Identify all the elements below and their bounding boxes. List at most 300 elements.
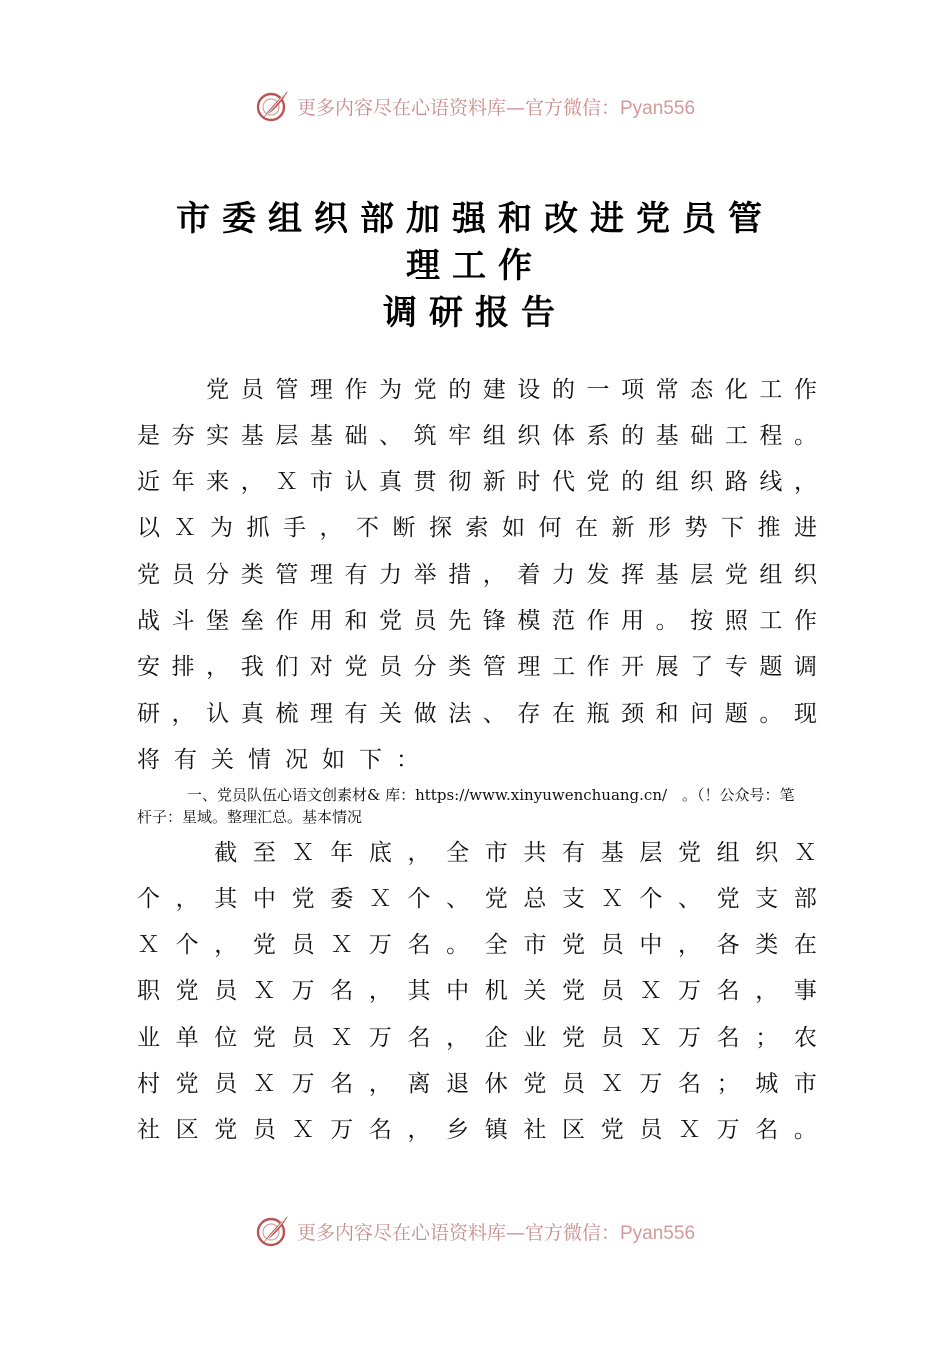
body-char: 作 (586, 654, 610, 680)
body-char: 范 (551, 608, 575, 634)
body-char: Ｘ (137, 932, 160, 958)
body-char: 党 (523, 1071, 547, 1097)
body-char: 关 (523, 978, 547, 1004)
paragraph-2-line (137, 1113, 817, 1147)
section-note-line-2: 杆子：星域。整理汇总。基本情况 (137, 808, 363, 826)
body-char: 党 (291, 886, 315, 912)
body-char: 万 (291, 978, 315, 1004)
body-char: Ｘ (793, 840, 817, 866)
footer-banner-text: 更多内容尽在心语资料库—官方微信：Pyan556 (296, 1221, 696, 1244)
paragraph-1-line (137, 419, 817, 453)
body-char: ， (206, 654, 230, 680)
body-char: 市 (523, 932, 547, 958)
body-char: ， (446, 1025, 470, 1051)
body-char: 名 (716, 978, 740, 1004)
body-char: ， (214, 932, 238, 958)
body-char: 单 (175, 1025, 199, 1051)
body-char: 理 (309, 377, 333, 403)
body-char: 万 (368, 1025, 392, 1051)
body-char: ， (368, 978, 392, 1004)
body-char: 真 (379, 469, 403, 495)
body-char: 下 (359, 747, 382, 773)
body-char: 支 (562, 886, 586, 912)
header-wechat-id: Pyan556 (620, 97, 696, 119)
body-char: 党 (677, 840, 701, 866)
body-char: 照 (724, 608, 748, 634)
body-char: 区 (562, 1117, 586, 1143)
body-char (137, 373, 160, 407)
body-char: 探 (429, 515, 452, 541)
body-char: 和 (655, 701, 679, 727)
body-char: 工 (759, 608, 783, 634)
body-char: 现 (793, 701, 817, 727)
body-char: 城 (755, 1071, 779, 1097)
body-char: 设 (517, 377, 541, 403)
body-char: 态 (690, 377, 714, 403)
body-char: 党 (562, 1025, 586, 1051)
body-char: 镇 (484, 1117, 508, 1143)
body-char: 支 (755, 886, 779, 912)
body-char: 关 (379, 701, 403, 727)
body-char: ， (368, 1071, 392, 1097)
body-char: 员 (291, 932, 315, 958)
body-char: 退 (446, 1071, 470, 1097)
body-char: 万 (677, 978, 701, 1004)
body-char: 何 (538, 515, 562, 541)
body-char: 村 (137, 1071, 160, 1097)
body-char: 个 (639, 886, 663, 912)
body-char: 着 (517, 562, 541, 588)
body-char: 的 (621, 423, 645, 449)
body-char: 党 (379, 608, 403, 634)
body-char: 贯 (413, 469, 437, 495)
body-char: 名 (407, 1025, 431, 1051)
body-char: 一 (586, 377, 610, 403)
body-char: 员 (379, 654, 403, 680)
body-char: 机 (484, 978, 508, 1004)
footer-banner (0, 1211, 950, 1251)
body-char: 了 (690, 654, 714, 680)
body-char: 农 (793, 1025, 817, 1051)
body-char: 、 (482, 701, 506, 727)
body-char: 。 (793, 423, 817, 449)
body-char: 垒 (240, 608, 264, 634)
body-char: ， (240, 469, 264, 495)
body-char: 全 (446, 840, 470, 866)
body-char: 按 (690, 608, 714, 634)
body-char: 关 (211, 747, 234, 773)
body-char: ； (716, 1071, 740, 1097)
body-char: Ｘ (291, 1117, 315, 1143)
body-char: 的 (448, 377, 472, 403)
body-char: 委 (330, 886, 354, 912)
body-char: 展 (655, 654, 679, 680)
body-char: 分 (206, 562, 230, 588)
body-char: 市 (484, 840, 508, 866)
body-char: Ｘ (173, 515, 197, 541)
body-char: ， (175, 886, 199, 912)
body-char: 为 (379, 377, 403, 403)
footer-wechat-id: Pyan556 (620, 1222, 696, 1244)
paragraph-2-line (137, 928, 817, 962)
body-char: ， (677, 932, 701, 958)
paragraph-2-line (137, 882, 817, 916)
body-char: 个 (175, 932, 199, 958)
body-char: 社 (523, 1117, 547, 1143)
header-banner-text: 更多内容尽在心语资料库—官方微信：Pyan556 (296, 96, 696, 119)
body-char: 、 (379, 423, 403, 449)
body-char: 筑 (413, 423, 437, 449)
body-char: 瓶 (586, 701, 610, 727)
body-char: Ｘ (368, 886, 392, 912)
body-char: 万 (330, 1117, 354, 1143)
body-char: 共 (523, 840, 547, 866)
body-char: 排 (171, 654, 195, 680)
title-line-2: 理工作 (406, 246, 544, 286)
body-char: ， (407, 1117, 431, 1143)
body-char: 事 (793, 978, 817, 1004)
body-char: 下 (721, 515, 744, 541)
body-char: 类 (448, 654, 472, 680)
body-char: 万 (677, 1025, 701, 1051)
body-char: 织 (755, 840, 779, 866)
body-char: 体 (551, 423, 575, 449)
body-char: 党 (175, 1071, 199, 1097)
body-char: 中 (639, 932, 663, 958)
body-char: 存 (517, 701, 541, 727)
body-char: 基 (240, 423, 264, 449)
body-char: 名 (407, 932, 431, 958)
body-char: 名 (368, 1117, 392, 1143)
body-char: 基 (309, 423, 333, 449)
body-char: 位 (214, 1025, 238, 1051)
body-char: 各 (716, 932, 740, 958)
body-char: 理 (309, 701, 333, 727)
body-char: 党 (344, 654, 368, 680)
body-char: 手 (283, 515, 306, 541)
body-char: 员 (240, 377, 264, 403)
body-char: 中 (446, 978, 470, 1004)
body-char: 基 (655, 562, 679, 588)
body-char: 乡 (446, 1117, 470, 1143)
paragraph-1-line (137, 604, 817, 638)
body-char: 、 (446, 886, 470, 912)
body-char: 用 (309, 608, 333, 634)
body-char: 们 (275, 654, 299, 680)
document-title (0, 196, 950, 337)
body-char: 员 (252, 1117, 276, 1143)
body-char: Ｘ (252, 978, 276, 1004)
body-char: 管 (275, 377, 299, 403)
body-char: 抓 (246, 515, 270, 541)
body-char: Ｘ (639, 978, 663, 1004)
quill-logo-icon (255, 88, 291, 124)
title-line-3: 调研报告 (383, 293, 567, 333)
paragraph-1-line (137, 697, 817, 731)
body-char: ， (319, 515, 343, 541)
body-char: 真 (240, 701, 264, 727)
body-char: 党 (252, 1025, 276, 1051)
body-char: 项 (621, 377, 645, 403)
body-char: 员 (639, 1117, 663, 1143)
body-char: 举 (413, 562, 437, 588)
body-char: Ｘ (252, 1071, 276, 1097)
body-char: Ｘ (639, 1025, 663, 1051)
body-char: 员 (413, 608, 437, 634)
body-char: 在 (575, 515, 598, 541)
body-char: 区 (175, 1117, 199, 1143)
body-char: 职 (137, 978, 160, 1004)
body-char: 斗 (171, 608, 195, 634)
body-char (137, 836, 160, 870)
body-char: 名 (330, 1071, 354, 1097)
body-char: 实 (206, 423, 230, 449)
body-char: 发 (586, 562, 610, 588)
paragraph-1-line (137, 373, 817, 407)
body-char: 颈 (621, 701, 645, 727)
body-char: 党 (413, 377, 437, 403)
body-char: 。 (446, 932, 470, 958)
body-char: 党 (562, 978, 586, 1004)
body-char: 化 (724, 377, 748, 403)
body-char: 作 (275, 608, 299, 634)
body-char: 党 (252, 932, 276, 958)
body-char: 员 (600, 932, 624, 958)
body-char: 牢 (448, 423, 472, 449)
body-char: 离 (407, 1071, 431, 1097)
body-char: 势 (684, 515, 708, 541)
body-char: 梳 (275, 701, 299, 727)
body-char: 名 (330, 978, 354, 1004)
body-char: ， (755, 978, 779, 1004)
body-char: Ｘ (677, 1117, 701, 1143)
body-char: 作 (344, 377, 368, 403)
paragraph-2-line (137, 836, 817, 870)
body-char: 工 (724, 423, 748, 449)
body-char: 。 (759, 701, 783, 727)
body-char: 截 (214, 840, 238, 866)
body-char: 员 (214, 1071, 238, 1097)
section-heading-note (137, 784, 827, 828)
body-char: 堡 (206, 608, 230, 634)
body-char: 索 (465, 515, 489, 541)
body-char: 党 (586, 469, 610, 495)
body-char: 的 (551, 377, 575, 403)
body-char: 开 (621, 654, 645, 680)
body-char: 组 (759, 562, 783, 588)
body-char: 织 (793, 562, 817, 588)
body-char: 党 (724, 562, 748, 588)
body-char: 其 (407, 978, 431, 1004)
body-char: 业 (523, 1025, 547, 1051)
body-char: 组 (482, 423, 506, 449)
body-char: 问 (690, 701, 714, 727)
body-char: ， (171, 701, 195, 727)
body-char: 党 (484, 886, 508, 912)
body-char: 市 (309, 469, 333, 495)
body-char: 组 (655, 469, 679, 495)
body-char: Ｘ (330, 1025, 354, 1051)
body-char: 底 (368, 840, 392, 866)
body-char: 企 (484, 1025, 508, 1051)
body-char: 近 (137, 469, 160, 495)
body-char: 和 (344, 608, 368, 634)
body-char: Ｘ (330, 932, 354, 958)
body-char: 研 (137, 701, 160, 727)
body-char: Ｘ (291, 840, 315, 866)
body-char: 法 (448, 701, 472, 727)
body-char: 其 (214, 886, 238, 912)
body-char: 万 (291, 1071, 315, 1097)
body-char: 认 (344, 469, 368, 495)
body-char: 党 (214, 1117, 238, 1143)
body-char: 路 (724, 469, 748, 495)
body-char: 程 (759, 423, 783, 449)
body-char: 类 (755, 932, 779, 958)
body-char: 彻 (448, 469, 472, 495)
body-char: 分 (413, 654, 437, 680)
body-char: 市 (793, 1071, 817, 1097)
paragraph-2-line (137, 1067, 817, 1101)
body-char: 是 (137, 423, 160, 449)
body-char: 员 (214, 978, 238, 1004)
body-char: 基 (655, 423, 679, 449)
body-char: 线 (759, 469, 783, 495)
body-char: 先 (448, 608, 472, 634)
body-char: 理 (309, 562, 333, 588)
body-char: 名 (755, 1117, 779, 1143)
body-char: 、 (677, 886, 701, 912)
body-char: 年 (330, 840, 354, 866)
body-char: 如 (322, 747, 345, 773)
body-char: 党 (716, 886, 740, 912)
body-char: 万 (368, 932, 392, 958)
body-char: 常 (655, 377, 679, 403)
body-char: 中 (252, 886, 276, 912)
body-char: 措 (448, 562, 472, 588)
body-char: 社 (137, 1117, 160, 1143)
body-char: 名 (716, 1025, 740, 1051)
body-char: ， (482, 562, 506, 588)
body-char: 新 (611, 515, 635, 541)
body-char: 总 (523, 886, 547, 912)
paragraph-1-line (137, 650, 817, 684)
body-char: ； (755, 1025, 779, 1051)
body-char: 代 (551, 469, 575, 495)
body-char: 年 (171, 469, 195, 495)
paragraph-1-line (137, 511, 817, 545)
body-char: 业 (137, 1025, 160, 1051)
body-char: 。 (655, 608, 679, 634)
body-char: 织 (690, 469, 714, 495)
body-char: 推 (757, 515, 781, 541)
body-char: 有 (562, 840, 586, 866)
body-char: 为 (210, 515, 233, 541)
body-char: Ｘ (600, 1071, 624, 1097)
body-char: 建 (482, 377, 506, 403)
body-char: 织 (517, 423, 541, 449)
body-char: ， (793, 469, 817, 495)
body-char: ， (407, 840, 431, 866)
title-line-1: 市委组织部加强和改进党员管 (176, 199, 774, 239)
body-char: 工 (551, 654, 575, 680)
body-char: 员 (171, 562, 195, 588)
body-char: 有 (344, 701, 368, 727)
body-char: 础 (344, 423, 368, 449)
body-char: 新 (482, 469, 506, 495)
body-char: Ｘ (275, 469, 299, 495)
body-char: 名 (677, 1071, 701, 1097)
body-char: 作 (586, 608, 610, 634)
body-char: 锋 (482, 608, 506, 634)
body-char: 将 (137, 747, 160, 773)
paragraph-2-line (137, 974, 817, 1008)
body-char: 形 (648, 515, 671, 541)
body-char: 个 (407, 886, 431, 912)
body-char: 工 (759, 377, 783, 403)
body-char: 员 (291, 1025, 315, 1051)
body-char: 时 (517, 469, 541, 495)
body-char: 础 (690, 423, 714, 449)
body-char: 在 (793, 932, 817, 958)
body-char: 用 (621, 608, 645, 634)
body-char: 层 (690, 562, 714, 588)
body-char: 管 (275, 562, 299, 588)
body-char: 况 (285, 747, 308, 773)
body-char: 党 (562, 932, 586, 958)
body-char: 断 (392, 515, 416, 541)
body-char: 层 (639, 840, 663, 866)
body-char: 战 (137, 608, 160, 634)
section-note-line-1: 一、党员队伍心语文创素材& 库：https://www.xinyuwenchuang.cn/ 。（！公众号：笔 (187, 786, 795, 804)
body-char: 有 (344, 562, 368, 588)
body-char: 类 (240, 562, 264, 588)
body-char: 党 (600, 1117, 624, 1143)
body-char: 我 (240, 654, 264, 680)
body-char: 党 (175, 978, 199, 1004)
body-char: 不 (356, 515, 379, 541)
body-char (172, 373, 195, 407)
quill-logo-icon (255, 1213, 291, 1249)
body-char: 力 (551, 562, 575, 588)
body-char: 进 (794, 515, 817, 541)
body-char: 基 (600, 840, 624, 866)
body-char: 万 (639, 1071, 663, 1097)
body-char: 题 (724, 701, 748, 727)
paragraph-1-line (137, 465, 817, 499)
paragraph-1-line (137, 558, 817, 592)
body-char: 认 (206, 701, 230, 727)
body-char: 管 (482, 654, 506, 680)
body-char: 员 (562, 1071, 586, 1097)
body-char: 情 (248, 747, 271, 773)
body-char: 夯 (171, 423, 195, 449)
body-char: 部 (793, 886, 817, 912)
body-char: 调 (793, 654, 817, 680)
body-char: 有 (174, 747, 197, 773)
body-char: 组 (716, 840, 740, 866)
body-char: 模 (517, 608, 541, 634)
body-char: 党 (137, 562, 160, 588)
body-char: 作 (793, 608, 817, 634)
body-char: ： (396, 747, 419, 773)
body-char: 万 (716, 1117, 740, 1143)
body-char: 如 (502, 515, 525, 541)
body-char: 的 (621, 469, 645, 495)
body-char: 以 (137, 515, 160, 541)
body-char: 在 (551, 701, 575, 727)
paragraph-2-line (137, 1021, 817, 1055)
